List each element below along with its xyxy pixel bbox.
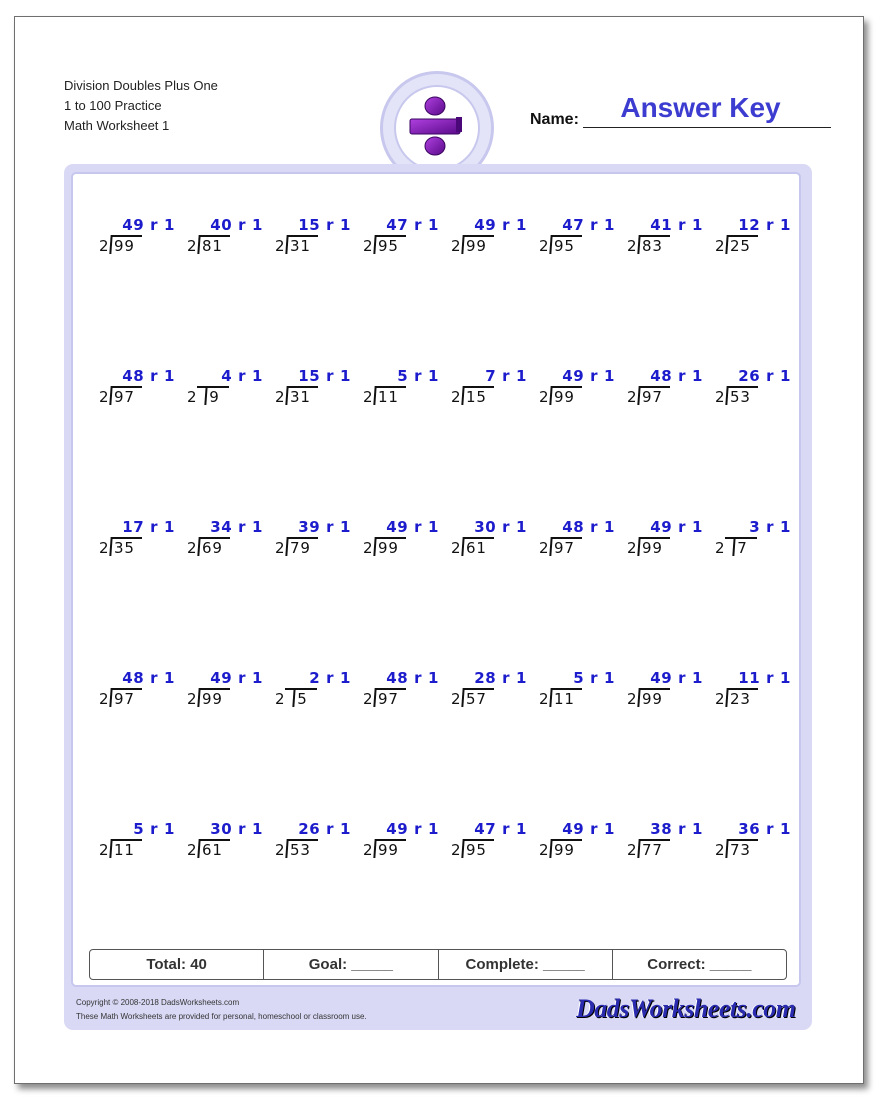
remainder-value: r 1 bbox=[150, 367, 175, 385]
divisor: 2 bbox=[715, 237, 726, 255]
division-bracket bbox=[197, 839, 200, 858]
remainder-value: r 1 bbox=[326, 367, 351, 385]
dividend: 81 bbox=[202, 237, 223, 255]
divisor: 2 bbox=[99, 841, 110, 859]
remainder-value: r 1 bbox=[326, 518, 351, 536]
remainder-value: r 1 bbox=[238, 820, 263, 838]
division-bracket bbox=[461, 688, 464, 707]
dividend: 95 bbox=[554, 237, 575, 255]
quotient-answer bbox=[474, 669, 527, 687]
worksheet-number: Math Worksheet 1 bbox=[64, 118, 170, 133]
divisor: 2 bbox=[451, 388, 462, 406]
division-icon bbox=[396, 87, 478, 169]
divisor: 2 bbox=[275, 237, 286, 255]
remainder-value: r 1 bbox=[150, 820, 175, 838]
name-label: Name: bbox=[530, 111, 579, 128]
divisor: 2 bbox=[451, 841, 462, 859]
remainder-value: r 1 bbox=[326, 820, 351, 838]
quotient-answer bbox=[386, 669, 439, 687]
dividend: 61 bbox=[202, 841, 223, 859]
remainder-value: r 1 bbox=[238, 669, 263, 687]
dividend: 35 bbox=[114, 539, 135, 557]
divisor: 2 bbox=[715, 388, 726, 406]
dividend: 77 bbox=[642, 841, 663, 859]
dividend: 99 bbox=[378, 539, 399, 557]
remainder-value: r 1 bbox=[150, 518, 175, 536]
quotient-answer bbox=[474, 518, 527, 536]
quotient-value: 49 bbox=[122, 216, 145, 234]
division-problem bbox=[187, 518, 267, 578]
divisor: 2 bbox=[275, 539, 286, 557]
division-problem bbox=[187, 820, 267, 880]
division-problem bbox=[275, 518, 355, 578]
dividend: 99 bbox=[202, 690, 223, 708]
quotient-value: 30 bbox=[210, 820, 233, 838]
remainder-value: r 1 bbox=[414, 518, 439, 536]
dividend: 7 bbox=[737, 539, 748, 557]
division-problem bbox=[451, 820, 531, 880]
dividend: 97 bbox=[114, 690, 135, 708]
worksheet-subtitle: 1 to 100 Practice bbox=[64, 98, 162, 113]
dividend: 31 bbox=[290, 237, 311, 255]
division-bracket bbox=[197, 688, 200, 707]
division-problem bbox=[275, 669, 355, 729]
remainder-value: r 1 bbox=[766, 518, 791, 536]
remainder-value: r 1 bbox=[238, 216, 263, 234]
name-field-line bbox=[583, 127, 831, 128]
division-bracket bbox=[461, 235, 464, 254]
division-bracket bbox=[373, 537, 376, 556]
dividend: 97 bbox=[114, 388, 135, 406]
dividend: 79 bbox=[290, 539, 311, 557]
quotient-value: 5 bbox=[573, 669, 585, 687]
division-problem bbox=[539, 367, 619, 427]
divisor: 2 bbox=[187, 539, 198, 557]
remainder-value: r 1 bbox=[150, 669, 175, 687]
division-problem bbox=[451, 669, 531, 729]
divisor: 2 bbox=[363, 841, 374, 859]
divisor: 2 bbox=[451, 539, 462, 557]
divisor: 2 bbox=[187, 690, 198, 708]
divisor: 2 bbox=[363, 388, 374, 406]
division-problem bbox=[363, 669, 443, 729]
division-bracket bbox=[549, 688, 552, 707]
division-bracket bbox=[549, 537, 552, 556]
remainder-value: r 1 bbox=[590, 367, 615, 385]
dividend: 99 bbox=[642, 690, 663, 708]
quotient-value: 49 bbox=[650, 518, 673, 536]
dividend: 53 bbox=[290, 841, 311, 859]
remainder-value: r 1 bbox=[766, 820, 791, 838]
divisor: 2 bbox=[363, 690, 374, 708]
quotient-value: 36 bbox=[738, 820, 761, 838]
remainder-value: r 1 bbox=[678, 216, 703, 234]
division-problem bbox=[451, 216, 531, 276]
quotient-value: 30 bbox=[474, 518, 497, 536]
division-bracket bbox=[293, 688, 296, 707]
dividend: 23 bbox=[730, 690, 751, 708]
remainder-value: r 1 bbox=[678, 820, 703, 838]
quotient-answer bbox=[738, 820, 791, 838]
division-bracket bbox=[549, 235, 552, 254]
remainder-value: r 1 bbox=[590, 820, 615, 838]
quotient-value: 5 bbox=[397, 367, 409, 385]
division-bracket bbox=[285, 235, 288, 254]
usage-notice: These Math Worksheets are provided for personal, homeschool or classroom use. bbox=[76, 1012, 367, 1021]
remainder-value: r 1 bbox=[678, 669, 703, 687]
remainder-value: r 1 bbox=[678, 518, 703, 536]
name-field[interactable]: Answer Key bbox=[620, 92, 781, 123]
divisor: 2 bbox=[627, 690, 638, 708]
division-bracket bbox=[285, 839, 288, 858]
divisor: 2 bbox=[99, 388, 110, 406]
dividend: 99 bbox=[554, 388, 575, 406]
remainder-value: r 1 bbox=[766, 216, 791, 234]
dividend: 57 bbox=[466, 690, 487, 708]
dividend: 73 bbox=[730, 841, 751, 859]
remainder-value: r 1 bbox=[502, 216, 527, 234]
dividend: 95 bbox=[378, 237, 399, 255]
division-bracket bbox=[109, 688, 112, 707]
divisor: 2 bbox=[275, 388, 286, 406]
division-problem bbox=[363, 518, 443, 578]
division-problem bbox=[627, 216, 707, 276]
division-problem bbox=[363, 820, 443, 880]
divisor: 2 bbox=[363, 539, 374, 557]
quotient-answer bbox=[386, 518, 439, 536]
quotient-value: 48 bbox=[386, 669, 409, 687]
quotient-answer bbox=[749, 518, 791, 536]
divisor: 2 bbox=[627, 388, 638, 406]
division-bracket bbox=[285, 537, 288, 556]
division-problem bbox=[99, 367, 179, 427]
division-bracket bbox=[637, 688, 640, 707]
quotient-answer bbox=[650, 518, 703, 536]
division-problem bbox=[451, 367, 531, 427]
quotient-value: 49 bbox=[562, 367, 585, 385]
divisor: 2 bbox=[99, 690, 110, 708]
dividend: 53 bbox=[730, 388, 751, 406]
divisor: 2 bbox=[715, 690, 726, 708]
quotient-answer bbox=[298, 367, 351, 385]
remainder-value: r 1 bbox=[414, 216, 439, 234]
dividend: 15 bbox=[466, 388, 487, 406]
quotient-value: 47 bbox=[562, 216, 585, 234]
division-bracket bbox=[205, 386, 208, 405]
dividend: 69 bbox=[202, 539, 223, 557]
division-bracket bbox=[637, 839, 640, 858]
division-problem bbox=[715, 669, 795, 729]
quotient-value: 41 bbox=[650, 216, 673, 234]
divisor: 2 bbox=[627, 539, 638, 557]
quotient-value: 39 bbox=[298, 518, 321, 536]
score-complete[interactable]: Complete: _____ bbox=[439, 950, 613, 979]
score-goal[interactable]: Goal: _____ bbox=[264, 950, 438, 979]
dividend: 61 bbox=[466, 539, 487, 557]
quotient-answer bbox=[221, 367, 263, 385]
division-bracket bbox=[461, 839, 464, 858]
quotient-answer bbox=[738, 216, 791, 234]
quotient-value: 15 bbox=[298, 216, 321, 234]
divisor: 2 bbox=[99, 539, 110, 557]
division-problem bbox=[187, 216, 267, 276]
quotient-value: 38 bbox=[650, 820, 673, 838]
quotient-answer bbox=[485, 367, 527, 385]
worksheet-title: Division Doubles Plus One bbox=[64, 78, 218, 93]
division-bracket bbox=[549, 839, 552, 858]
quotient-value: 48 bbox=[562, 518, 585, 536]
dividend: 11 bbox=[114, 841, 135, 859]
divisor: 2 bbox=[187, 388, 198, 406]
division-bracket bbox=[733, 537, 736, 556]
remainder-value: r 1 bbox=[590, 669, 615, 687]
quotient-value: 12 bbox=[738, 216, 761, 234]
division-bracket bbox=[725, 235, 728, 254]
division-problem bbox=[275, 367, 355, 427]
division-problem bbox=[539, 820, 619, 880]
quotient-value: 11 bbox=[738, 669, 761, 687]
divisor: 2 bbox=[627, 237, 638, 255]
quotient-value: 49 bbox=[474, 216, 497, 234]
quotient-answer bbox=[298, 216, 351, 234]
division-problem bbox=[627, 367, 707, 427]
division-bracket bbox=[373, 386, 376, 405]
division-bracket bbox=[637, 386, 640, 405]
quotient-answer bbox=[650, 669, 703, 687]
quotient-value: 2 bbox=[309, 669, 321, 687]
quotient-value: 40 bbox=[210, 216, 233, 234]
divisor: 2 bbox=[627, 841, 638, 859]
division-bracket bbox=[197, 537, 200, 556]
divisor: 2 bbox=[99, 237, 110, 255]
quotient-value: 47 bbox=[386, 216, 409, 234]
divisor: 2 bbox=[275, 690, 286, 708]
dividend: 99 bbox=[642, 539, 663, 557]
quotient-answer bbox=[122, 669, 175, 687]
division-problem bbox=[715, 216, 795, 276]
quotient-answer bbox=[474, 820, 527, 838]
quotient-value: 5 bbox=[133, 820, 145, 838]
divisor: 2 bbox=[187, 841, 198, 859]
divisor: 2 bbox=[539, 539, 550, 557]
dividend: 83 bbox=[642, 237, 663, 255]
division-problem bbox=[715, 518, 795, 578]
divisor: 2 bbox=[539, 690, 550, 708]
division-problem bbox=[99, 216, 179, 276]
remainder-value: r 1 bbox=[766, 669, 791, 687]
division-problem bbox=[715, 367, 795, 427]
dividend: 97 bbox=[642, 388, 663, 406]
dividend: 99 bbox=[466, 237, 487, 255]
quotient-answer bbox=[309, 669, 351, 687]
divisor: 2 bbox=[275, 841, 286, 859]
score-total: Total: 40 bbox=[90, 950, 264, 979]
division-problem bbox=[99, 669, 179, 729]
divisor: 2 bbox=[363, 237, 374, 255]
dividend: 25 bbox=[730, 237, 751, 255]
quotient-value: 15 bbox=[298, 367, 321, 385]
copyright-text: Copyright © 2008-2018 DadsWorksheets.com bbox=[76, 998, 240, 1007]
quotient-answer bbox=[562, 216, 615, 234]
quotient-answer bbox=[298, 518, 351, 536]
quotient-value: 4 bbox=[221, 367, 233, 385]
brand-logo: DadsWorksheets.com bbox=[576, 994, 796, 1023]
quotient-value: 17 bbox=[122, 518, 145, 536]
dividend: 97 bbox=[378, 690, 399, 708]
remainder-value: r 1 bbox=[238, 518, 263, 536]
quotient-answer bbox=[738, 367, 791, 385]
quotient-value: 48 bbox=[122, 367, 145, 385]
quotient-value: 49 bbox=[386, 518, 409, 536]
quotient-answer bbox=[386, 216, 439, 234]
divisor: 2 bbox=[715, 841, 726, 859]
quotient-answer bbox=[210, 518, 263, 536]
quotient-answer bbox=[133, 820, 175, 838]
quotient-answer bbox=[562, 367, 615, 385]
division-problem bbox=[539, 518, 619, 578]
quotient-value: 49 bbox=[562, 820, 585, 838]
divisor: 2 bbox=[451, 237, 462, 255]
remainder-value: r 1 bbox=[326, 216, 351, 234]
remainder-value: r 1 bbox=[414, 669, 439, 687]
remainder-value: r 1 bbox=[502, 367, 527, 385]
divisor: 2 bbox=[715, 539, 726, 557]
remainder-value: r 1 bbox=[326, 669, 351, 687]
divisor: 2 bbox=[187, 237, 198, 255]
quotient-answer bbox=[650, 367, 703, 385]
problems-panel bbox=[71, 172, 801, 987]
quotient-answer bbox=[210, 216, 263, 234]
quotient-answer bbox=[650, 820, 703, 838]
division-bracket bbox=[461, 537, 464, 556]
remainder-value: r 1 bbox=[502, 518, 527, 536]
remainder-value: r 1 bbox=[590, 518, 615, 536]
division-bracket bbox=[637, 537, 640, 556]
quotient-answer bbox=[122, 216, 175, 234]
division-bracket bbox=[109, 537, 112, 556]
division-bracket bbox=[373, 688, 376, 707]
division-bracket bbox=[725, 688, 728, 707]
division-bracket bbox=[549, 386, 552, 405]
dividend: 97 bbox=[554, 539, 575, 557]
quotient-value: 49 bbox=[650, 669, 673, 687]
quotient-value: 49 bbox=[210, 669, 233, 687]
division-problem bbox=[363, 216, 443, 276]
division-problem bbox=[627, 820, 707, 880]
dividend: 11 bbox=[378, 388, 399, 406]
quotient-answer bbox=[562, 518, 615, 536]
remainder-value: r 1 bbox=[766, 367, 791, 385]
quotient-answer bbox=[210, 669, 263, 687]
division-problem bbox=[275, 216, 355, 276]
division-problem bbox=[715, 820, 795, 880]
quotient-value: 7 bbox=[485, 367, 497, 385]
quotient-value: 28 bbox=[474, 669, 497, 687]
quotient-answer bbox=[650, 216, 703, 234]
dividend: 9 bbox=[209, 388, 220, 406]
divisor: 2 bbox=[451, 690, 462, 708]
quotient-value: 47 bbox=[474, 820, 497, 838]
quotient-value: 26 bbox=[298, 820, 321, 838]
quotient-value: 26 bbox=[738, 367, 761, 385]
division-problem bbox=[539, 669, 619, 729]
division-bracket bbox=[197, 235, 200, 254]
divisor: 2 bbox=[539, 237, 550, 255]
dividend: 31 bbox=[290, 388, 311, 406]
quotient-answer bbox=[474, 216, 527, 234]
quotient-value: 49 bbox=[386, 820, 409, 838]
quotient-answer bbox=[573, 669, 615, 687]
quotient-answer bbox=[122, 518, 175, 536]
division-problem bbox=[187, 367, 267, 427]
quotient-value: 48 bbox=[122, 669, 145, 687]
dividend: 99 bbox=[554, 841, 575, 859]
division-problem bbox=[627, 669, 707, 729]
division-problem bbox=[99, 518, 179, 578]
division-bracket bbox=[109, 839, 112, 858]
score-box bbox=[89, 949, 787, 980]
division-bracket bbox=[373, 235, 376, 254]
remainder-value: r 1 bbox=[502, 820, 527, 838]
division-bracket bbox=[373, 839, 376, 858]
dividend: 11 bbox=[554, 690, 575, 708]
remainder-value: r 1 bbox=[238, 367, 263, 385]
division-problem bbox=[275, 820, 355, 880]
divisor: 2 bbox=[539, 841, 550, 859]
dividend: 95 bbox=[466, 841, 487, 859]
division-problem bbox=[99, 820, 179, 880]
division-bracket bbox=[461, 386, 464, 405]
division-bracket bbox=[637, 235, 640, 254]
division-bracket bbox=[109, 386, 112, 405]
remainder-value: r 1 bbox=[678, 367, 703, 385]
score-correct[interactable]: Correct: _____ bbox=[647, 956, 752, 973]
division-problem bbox=[451, 518, 531, 578]
quotient-value: 34 bbox=[210, 518, 233, 536]
division-bracket bbox=[725, 386, 728, 405]
division-bracket bbox=[285, 386, 288, 405]
dividend: 99 bbox=[378, 841, 399, 859]
remainder-value: r 1 bbox=[414, 367, 439, 385]
quotient-answer bbox=[210, 820, 263, 838]
quotient-answer bbox=[122, 367, 175, 385]
quotient-answer bbox=[386, 820, 439, 838]
remainder-value: r 1 bbox=[590, 216, 615, 234]
remainder-value: r 1 bbox=[150, 216, 175, 234]
division-bracket bbox=[109, 235, 112, 254]
division-problem bbox=[363, 367, 443, 427]
quotient-answer bbox=[562, 820, 615, 838]
remainder-value: r 1 bbox=[502, 669, 527, 687]
division-problem bbox=[627, 518, 707, 578]
quotient-value: 48 bbox=[650, 367, 673, 385]
quotient-answer bbox=[738, 669, 791, 687]
division-problem bbox=[187, 669, 267, 729]
quotient-value: 3 bbox=[749, 518, 761, 536]
dividend: 99 bbox=[114, 237, 135, 255]
quotient-answer bbox=[298, 820, 351, 838]
quotient-answer bbox=[397, 367, 439, 385]
remainder-value: r 1 bbox=[414, 820, 439, 838]
division-problem bbox=[539, 216, 619, 276]
divisor: 2 bbox=[539, 388, 550, 406]
dividend: 5 bbox=[297, 690, 308, 708]
division-bracket bbox=[725, 839, 728, 858]
